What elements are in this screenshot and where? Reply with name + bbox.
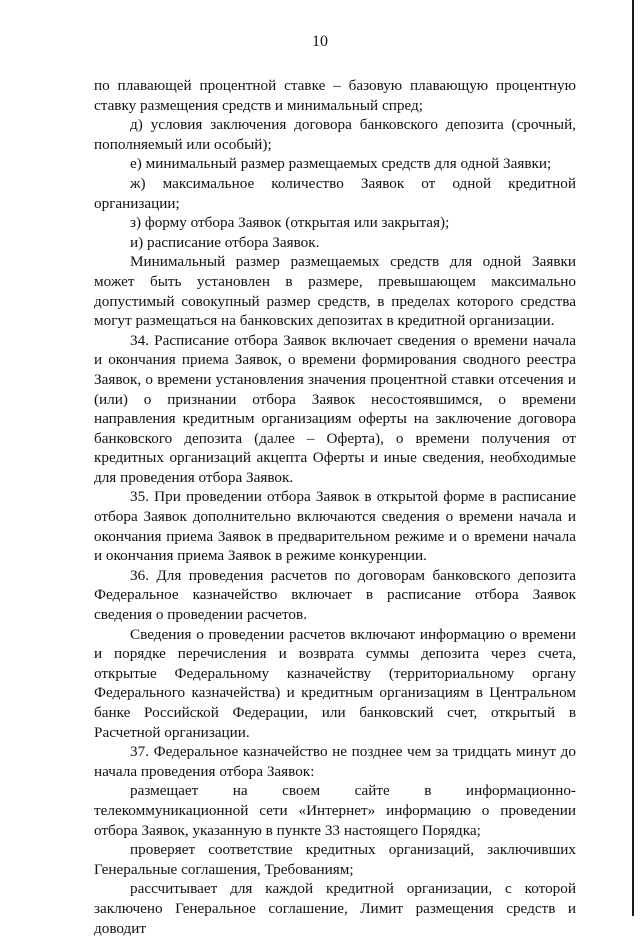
document-body: [94, 76, 576, 938]
list-item-i: и) расписание отбора Заявок.: [130, 233, 320, 251]
clause-37-item-verify: проверяет соответствие кредитных организаций, заключивших Генеральные соглашения, Требованиям;: [94, 841, 576, 878]
scan-edge: [632, 0, 634, 916]
clause-37: 37. Федеральное казначейство не позднее чем за тридцать минут до начала проведения отбора Заявок:: [94, 743, 576, 780]
list-item-d: д) условия заключения договора банковского депозита (срочный, пополняемый или особый);: [94, 116, 576, 153]
list-item-z: з) форму отбора Заявок (открытая или закрытая);: [130, 214, 450, 232]
list-item-e: е) минимальный размер размещаемых средств для одной Заявки;: [130, 155, 552, 173]
page-number: 10: [312, 33, 328, 50]
paragraph-continuation: по плавающей процентной ставке – базовую плавающую процентную ставку размещения средств и минимальный спред;: [94, 77, 576, 114]
clause-37-item-calculate: рассчитывает для каждой кредитной организации, с которой заключено Генеральное соглашение, Лимит размещения средств и доводит: [94, 880, 576, 937]
clause-34: 34. Расписание отбора Заявок включает сведения о времени начала и окончания приема Заявок, о времени формирования сводного реестра Заявок, о времени установления значения процентной ставки отсечения и (или) о признании отбора Заявок несостоявшимся, о времени направления кредитным организациям оферты на заключение договора банковского депозита (далее – Оферта), о времени получения от кредитных организаций акцепта Оферты и иные сведения, необходимые для проведения отбора Заявок.: [94, 331, 576, 486]
clause-35: 35. При проведении отбора Заявок в открытой форме в расписание отбора Заявок дополнительно включаются сведения о времени начала и окончания приема Заявок в предварительном режиме и о времени начала и окончания приема Заявок в режиме конкуренции.: [94, 488, 576, 565]
list-item-zh: ж) максимальное количество Заявок от одной кредитной организации;: [94, 174, 576, 212]
clause-36: 36. Для проведения расчетов по договорам банковского депозита Федеральное казначейство включает в расписание отбора Заявок сведения о проведении расчетов.: [94, 566, 576, 624]
clause-37-item-publish: размещает на своем сайте в информационно-телекоммуникационной сети «Интернет» информацию о проведении отбора Заявок, указанную в пункте 33 настоящего Порядка;: [94, 782, 576, 839]
paragraph-settlement-info: Сведения о проведении расчетов включают информацию о времени и порядке перечисления и возврата суммы депозита через счета, открытые Федеральному казначейству (территориальному органу Федерального казначейства) и кредитным организациям в Центральном банке Российской Федерации, или банковский счет, открытый в Расчетной организации.: [94, 625, 576, 741]
paragraph-min-size: Минимальный размер размещаемых средств для одной Заявки может быть установлен в размере, превышающем максимально допустимый совокупный размер средств, в пределах которого средства могут размещаться на банковских депозитах в кредитной организации.: [94, 253, 576, 330]
